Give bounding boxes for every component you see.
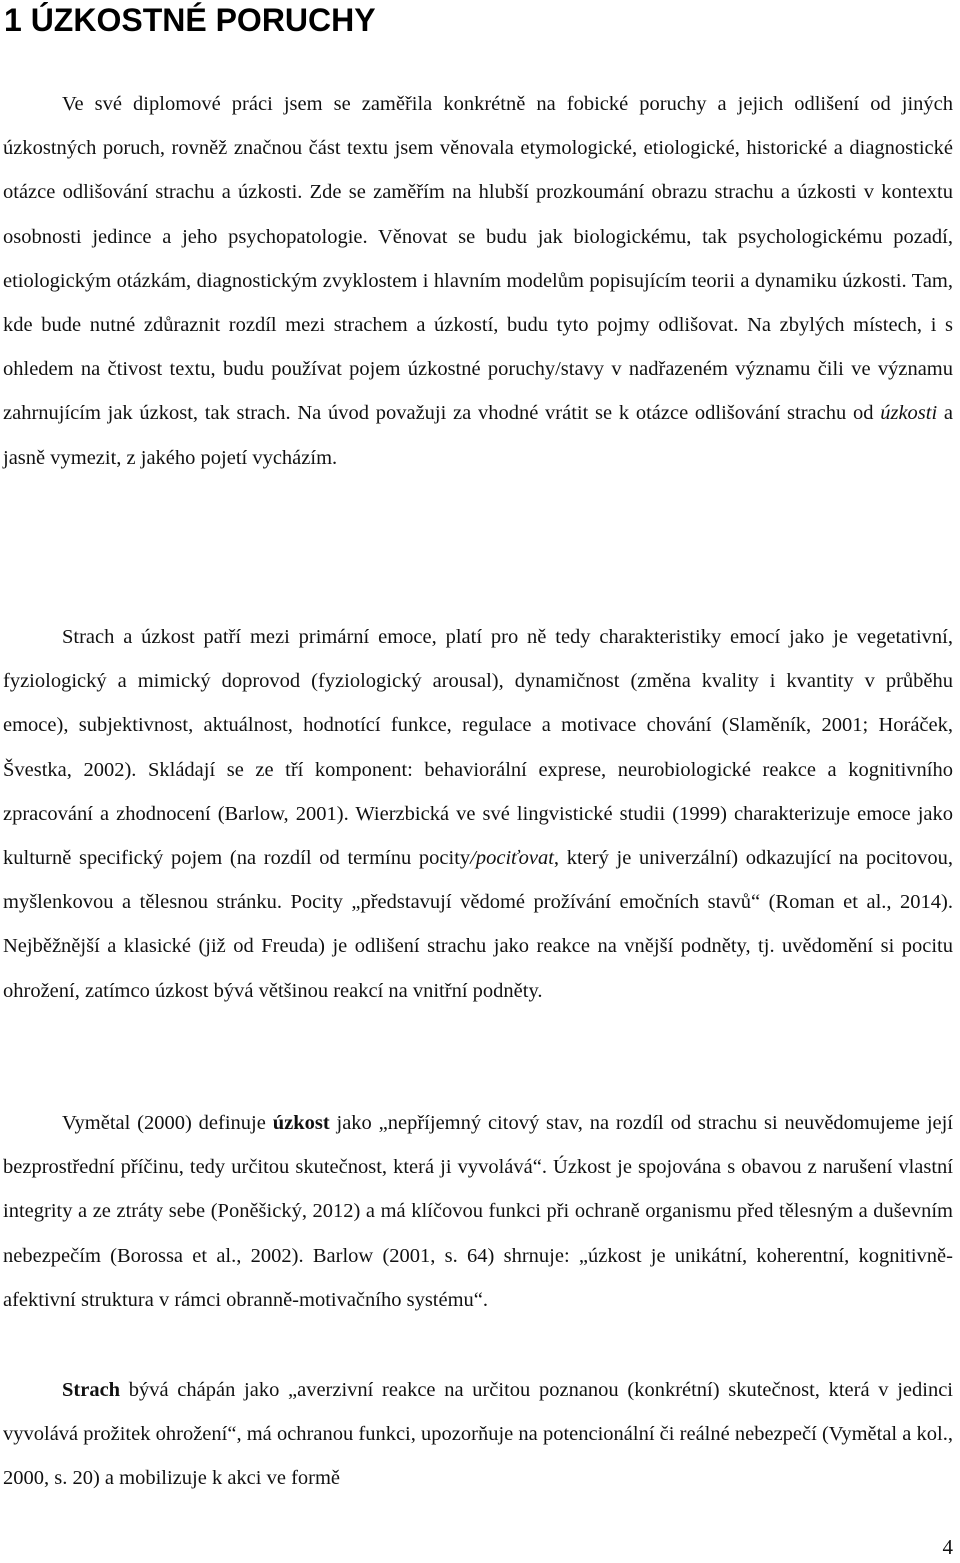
text-segment: Ve své diplomové práci jsem se zaměřila konkrétně na fobické poruchy a jejich odlišení od jiných úzkostných poruch, rovněž značnou část textu jsem věnovala etymologické, etiologické, historické a diagnostické otázce odlišování strachu a úzkosti. Zde se zaměřím na hlubší prozkoumání obrazu strachu a úzkosti v kontextu osobnosti jedince a jeho psychopatologie. Věnovat se budu jak biologickému, tak psychologickému pozadí, etiologickým otázkám, diagnostickým zvyklostem i hlavním modelům popisujícím teorii a dynamiku úzkosti. Tam, kde bude nutné zdůraznit rozdíl mezi strachem a úzkostí, budu tyto pojmy odlišovat. Na zbylých místech, i s ohledem na čtivost textu, budu používat pojem úzkostné poruchy/stavy v nadřazeném významu čili ve významu zahrnujícím jak úzkost, tak strach. Na úvod považuji za vhodné vrátit se k otázce odlišování strachu od	[3, 93, 953, 425]
paragraph-3	[3, 1101, 953, 1322]
bold-term: Strach	[62, 1379, 121, 1401]
text-segment: bývá chápán jako „averzivní reakce na určitou poznanou (konkrétní) skutečnost, která v jedinci vyvolává prožitek ohrožení“, má ochranou funkci, upozorňuje na potencionální či reálné nebezpečí (Vymětal a kol., 2000, s. 20) a mobilizuje k akci ve formě	[3, 1379, 953, 1490]
paragraph-2	[3, 615, 953, 1013]
text-segment: Strach a úzkost patří mezi primární emoce, platí pro ně tedy charakteristiky emocí jako je vegetativní, fyziologický a mimický doprovod (fyziologický arousal), dynamičnost (změna kvality i kvantity v průběhu emoce), subjektivnost, aktuálnost, hodnotící funkce, regulace a motivace chování (Slaměník, 2001; Horáček, Švestka, 2002). Skládají se ze tří komponent: behaviorální exprese, neurobiologické reakce a kognitivního zpracování a zhodnocení (Barlow, 2001). Wierzbická ve své lingvistické studii (1999) charakterizuje emoce jako kulturně specifický pojem (na rozdíl od termínu pocity	[3, 626, 953, 870]
text-segment: a jasně vymezit, z jakého pojetí vycházím.	[3, 402, 954, 469]
paragraph-4	[3, 1368, 953, 1501]
text-segment: , který je univerzální) odkazující na pocitovou, myšlenkovou a tělesnou stránku. Pocity „představují vědomé prožívání emočních stavů“ (Roman et al., 2014). Nejběžnější a klasické (již od Freuda) je odlišení strachu jako reakce na vnější podněty, tj. uvědomění si pocitu ohrožení, zatímco úzkost bývá většinou reakcí na vnitřní podněty.	[3, 847, 953, 1002]
bold-term: úzkost	[272, 1112, 330, 1134]
emphasis-text: úzkosti	[880, 402, 938, 425]
paragraph-1	[3, 82, 953, 480]
text-segment: Vymětal (2000) definuje	[62, 1112, 273, 1134]
text-segment: jako „nepříjemný citový stav, na rozdíl od strachu si neuvědomujeme její bezprostřední příčinu, tedy určitou skutečnost, která ji vyvolává“. Úzkost je spojována s obavou z narušení vlastní integrity a ze ztráty sebe (Poněšický, 2012) a má klíčovou funkci při ochraně organismu před tělesným a duševním nebezpečím (Borossa et al., 2002). Barlow (2001, s. 64) shrnuje: „úzkost je unikátní, koherentní, kognitivně-afektivní struktura v rámci obranně-motivačního systému“.	[3, 1112, 954, 1311]
page-number: 4	[942, 1535, 953, 1559]
emphasis-text: /pociťovat	[470, 847, 554, 870]
chapter-heading: 1 ÚZKOSTNÉ PORUCHY	[4, 2, 376, 38]
